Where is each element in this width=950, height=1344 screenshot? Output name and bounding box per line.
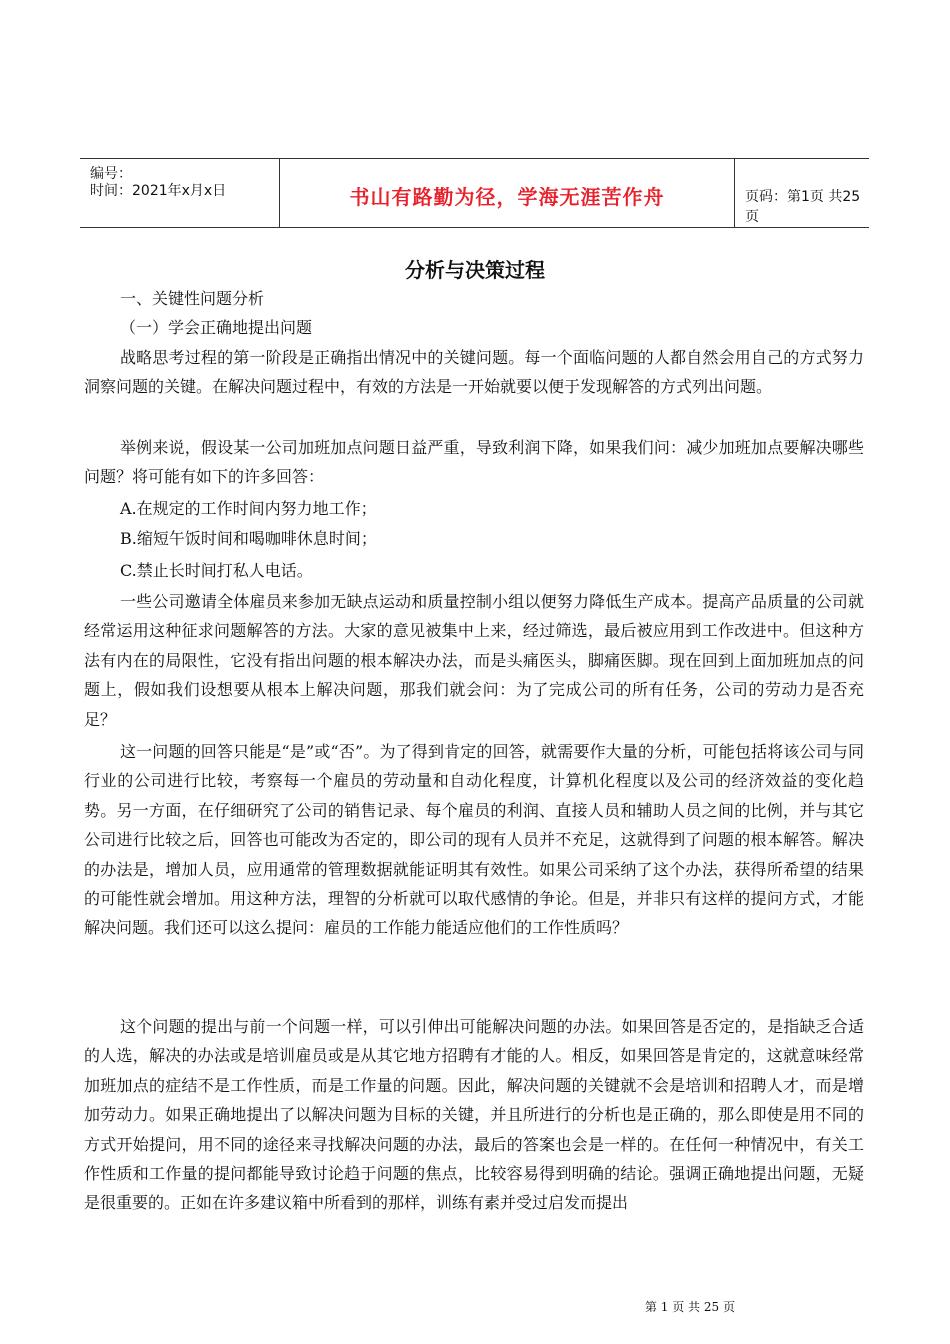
- document-title: 分析与决策过程: [405, 258, 545, 282]
- list-item-b: B.缩短午饭时间和喝咖啡休息时间；: [120, 529, 377, 548]
- list-item-a: A.在规定的工作时间内努力地工作；: [120, 499, 377, 518]
- subsection-heading: （一）学会正确地提出问题: [120, 318, 313, 337]
- header-page-cell: [735, 159, 869, 227]
- page-header: [80, 158, 869, 228]
- document-time-label: 时间：2021年x月x日: [90, 183, 227, 199]
- header-motto-cell: [280, 159, 735, 227]
- document-number-label: 编号：: [90, 166, 132, 182]
- section-heading: 一、关键性问题分析: [120, 289, 265, 308]
- paragraph-2: 举例来说，假设某一公司加班加点问题日益严重，导致利润下降，如果我们问：减少加班加点要解决哪些问题？将可能有如下的许多回答：: [84, 438, 864, 487]
- header-meta-cell: [80, 159, 280, 227]
- paragraph-1: 战略思考过程的第一阶段是正确指出情况中的关键问题。每一个面临问题的人都自然会用自己的方式努力洞察问题的关键。在解决问题过程中，有效的方法是一开始就要以便于发现解答的方式列出问题。: [84, 348, 864, 397]
- list-item-c: C.禁止长时间打私人电话。: [120, 561, 313, 580]
- paragraph-5: 这个问题的提出与前一个问题一样，可以引伸出可能解决问题的办法。如果回答是否定的，是指缺乏合适的人选，解决的办法或是培训雇员或是从其它地方招聘有才能的人。相反，如果回答是肯定的，这就意味经常加班加点的症结不是工作性质，而是工作量的问题。因此，解决问题的关键就不会是培训和招聘人才，而是增加劳动力。如果正确地提出了以解决问题为目标的关键，并且所进行的分析也是正确的，那么即使是用不同的方式开始提问，用不同的途径来寻找解决问题的办法，最后的答案也会是一样的。在任何一种情况中，有关工作性质和工作量的提问都能导致讨论趋于问题的焦点，比较容易得到明确的结论。强调正确地提出问题，无疑是很重要的。正如在许多建议箱中所看到的那样，训练有素并受过启发而提出: [84, 1017, 864, 1213]
- header-motto: 书山有路勤为径，学海无涯苦作舟: [349, 185, 665, 209]
- page-footer: 第 1 页 共 25 页: [644, 1300, 735, 1314]
- paragraph-4: 这一问题的回答只能是“是”或“否”。为了得到肯定的回答，就需要作大量的分析，可能包括将该公司与同行业的公司进行比较，考察每一个雇员的劳动量和自动化程度，计算机化程度以及公司的经济效益的变化趋势。另一方面，在仔细研究了公司的销售记录、每个雇员的利润、直接人员和辅助人员之间的比例，并与其它公司进行比较之后，回答也可能改为否定的，即公司的现有人员并不充足，这就得到了问题的根本解答。解决的办法是，增加人员，应用通常的管理数据就能证明其有效性。如果公司采纳了这个办法，获得所希望的结果的可能性就会增加。用这种方法，理智的分析就可以取代感情的争论。但是，并非只有这样的提问方式，才能解决问题。我们还可以这么提问：雇员的工作能力能适应他们的工作性质吗？: [84, 742, 864, 938]
- header-page-info: 页码：第1页 共25页: [745, 189, 861, 225]
- paragraph-3: 一些公司邀请全体雇员来参加无缺点运动和质量控制小组以便努力降低生产成本。提高产品质量的公司就经常运用这种征求问题解答的方法。大家的意见被集中上来，经过筛选，最后被应用到工作改进中。但这种方法有内在的局限性，它没有指出问题的根本解决办法，而是头痛医头，脚痛医脚。现在回到上面加班加点的问题上，假如我们设想要从根本上解决问题，那我们就会问：为了完成公司的所有任务，公司的劳动力是否充足？: [84, 592, 864, 729]
